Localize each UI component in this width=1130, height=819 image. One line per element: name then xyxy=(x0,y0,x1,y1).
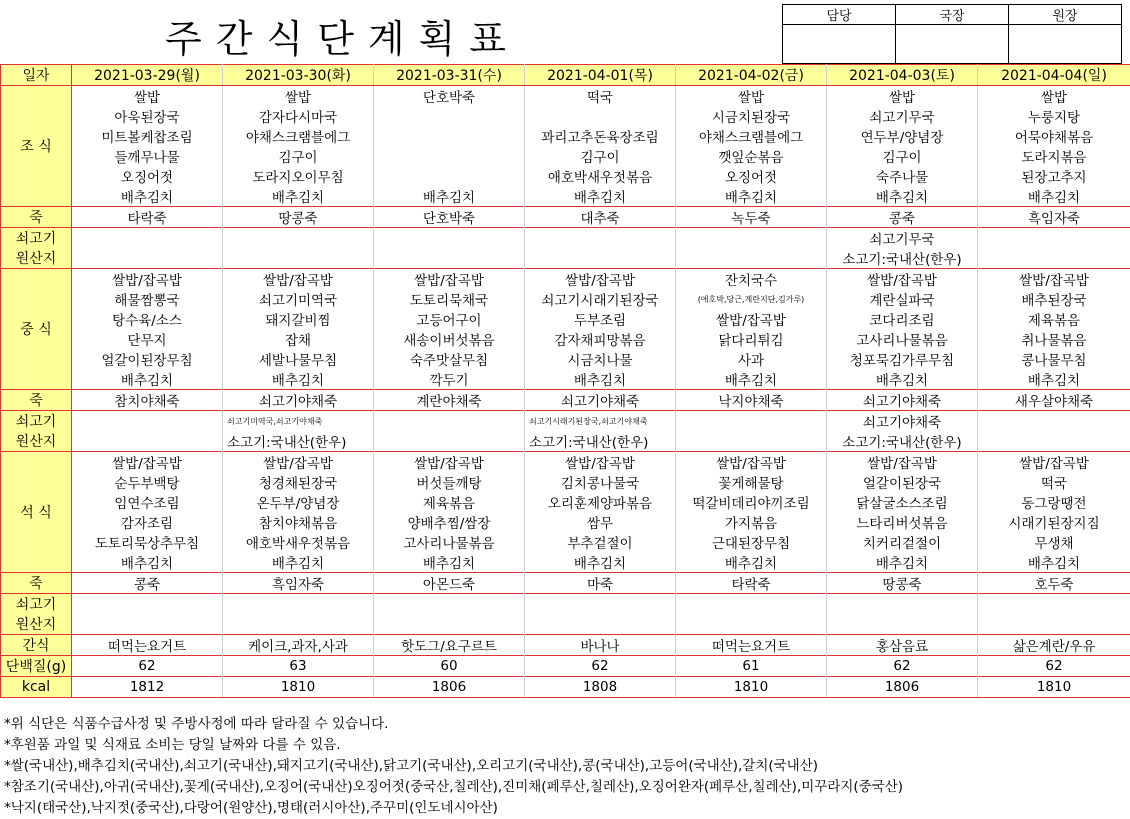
porridge-item: 단호박죽 xyxy=(374,207,525,228)
menu-item: 배추김치 xyxy=(827,552,978,573)
menu-item: 잔치국수 xyxy=(676,269,827,290)
origin-item xyxy=(374,411,525,432)
date-header: 2021-04-02(금) xyxy=(676,65,827,86)
menu-item: 배추김치 xyxy=(374,552,525,573)
menu-item: 느타리버섯볶음 xyxy=(827,512,978,532)
menu-item: 계란실파국 xyxy=(827,289,978,309)
menu-item: 꽈리고추돈육장조림 xyxy=(525,126,676,146)
menu-item: 배추김치 xyxy=(374,186,525,207)
menu-item: 청포묵김가루무침 xyxy=(827,349,978,369)
kcal-value: 1810 xyxy=(676,677,827,698)
table-row xyxy=(1,369,1130,390)
protein-value: 63 xyxy=(223,656,374,677)
origin-item xyxy=(223,228,374,249)
menu-item: 배추김치 xyxy=(676,369,827,390)
protein-label: 단백질(g) xyxy=(1,656,72,677)
menu-item: 도라지오이무침 xyxy=(223,166,374,186)
protein-value: 62 xyxy=(72,656,223,677)
table-row xyxy=(1,248,1130,269)
approval-label: 원장 xyxy=(1009,5,1122,25)
menu-item: 배추김치 xyxy=(676,552,827,573)
menu-item: 쌈무 xyxy=(525,512,676,532)
menu-item: 쌀밥/잡곡밥 xyxy=(676,309,827,329)
menu-item: 청경채된장국 xyxy=(223,472,374,492)
menu-item: 배추김치 xyxy=(223,552,374,573)
menu-item: 된장고추지 xyxy=(978,166,1130,186)
porridge-label: 죽 xyxy=(1,207,72,228)
menu-item xyxy=(525,106,676,126)
menu-item: 시금치된장국 xyxy=(676,106,827,126)
table-row xyxy=(1,635,1130,656)
menu-item: 쌀밥/잡곡밥 xyxy=(374,452,525,473)
menu-item: 김구이 xyxy=(525,146,676,166)
menu-item: 사과 xyxy=(676,349,827,369)
menu-item: 쌀밥/잡곡밥 xyxy=(978,269,1130,290)
menu-item: 고등어구이 xyxy=(374,309,525,329)
approval-sign-cell[interactable] xyxy=(1009,25,1122,64)
menu-item: 얼갈이된장국 xyxy=(827,472,978,492)
menu-item: 애호박새우젓볶음 xyxy=(223,532,374,552)
table-row xyxy=(1,677,1130,698)
menu-item: 배추김치 xyxy=(978,369,1130,390)
menu-item: 배추김치 xyxy=(978,186,1130,207)
menu-item: 제육볶음 xyxy=(374,492,525,512)
menu-item xyxy=(374,146,525,166)
origin-label: 원산지 xyxy=(1,248,72,269)
table-row xyxy=(1,614,1130,635)
table-row xyxy=(1,146,1130,166)
menu-item: 쌀밥/잡곡밥 xyxy=(72,452,223,473)
note-line: *참조기(국내산),아귀(국내산),꽃게(국내산),오징어(국내산)오징어젓(중국산,칠레산),진미채(페루산,칠레산),오징어완자(페루산,칠레산),미꾸라지(중국산) xyxy=(4,777,903,798)
approval-sign-cell[interactable] xyxy=(783,25,896,64)
origin-item xyxy=(72,614,223,635)
origin-item xyxy=(978,228,1130,249)
porridge-item: 참치야채죽 xyxy=(72,390,223,411)
menu-item: 잡채 xyxy=(223,329,374,349)
menu-item: 배추김치 xyxy=(676,186,827,207)
origin-item xyxy=(978,431,1130,452)
kcal-label: kcal xyxy=(1,677,72,698)
menu-item: 새송이버섯볶음 xyxy=(374,329,525,349)
table-row xyxy=(1,431,1130,452)
menu-item: 감자다시마국 xyxy=(223,106,374,126)
table-row xyxy=(1,329,1130,349)
menu-item: 배추김치 xyxy=(525,369,676,390)
origin-item xyxy=(223,614,374,635)
snack-item: 삶은계란/우유 xyxy=(978,635,1130,656)
menu-item: 미트볼케찹조림 xyxy=(72,126,223,146)
table-row xyxy=(1,573,1130,594)
origin-item xyxy=(72,228,223,249)
date-header: 2021-04-04(일) xyxy=(978,65,1130,86)
menu-item: 쌀밥 xyxy=(978,86,1130,107)
menu-item: 누룽지탕 xyxy=(978,106,1130,126)
menu-item: 숙주나물 xyxy=(827,166,978,186)
menu-item: 떡국 xyxy=(978,472,1130,492)
menu-item: 깍두기 xyxy=(374,369,525,390)
menu-item: 김구이 xyxy=(223,146,374,166)
menu-item: 배추김치 xyxy=(72,369,223,390)
menu-item: 근대된장무침 xyxy=(676,532,827,552)
porridge-item: 타락죽 xyxy=(676,573,827,594)
menu-item: 돼지갈비찜 xyxy=(223,309,374,329)
table-row xyxy=(1,106,1130,126)
table-row xyxy=(1,309,1130,329)
origin-item xyxy=(374,228,525,249)
approval-label: 국장 xyxy=(896,5,1009,25)
note-line: *후원품 과일 및 식재료 소비는 당일 날짜와 다를 수 있음. xyxy=(4,735,903,756)
table-row xyxy=(1,512,1130,532)
menu-item: 고사리나물볶음 xyxy=(374,532,525,552)
table-row xyxy=(1,86,1130,107)
menu-item: 쌀밥 xyxy=(72,86,223,107)
menu-item: 연두부/양념장 xyxy=(827,126,978,146)
origin-label: 쇠고기 xyxy=(1,228,72,249)
table-row xyxy=(1,390,1130,411)
table-row xyxy=(1,166,1130,186)
porridge-item: 마죽 xyxy=(525,573,676,594)
menu-item: 취나물볶음 xyxy=(978,329,1130,349)
protein-value: 60 xyxy=(374,656,525,677)
origin-item xyxy=(72,431,223,452)
origin-item xyxy=(978,411,1130,432)
menu-item: 단무지 xyxy=(72,329,223,349)
menu-item: 코다리조림 xyxy=(827,309,978,329)
date-header: 2021-04-03(토) xyxy=(827,65,978,86)
menu-item: 쌀밥 xyxy=(223,86,374,107)
origin-item xyxy=(374,594,525,615)
origin-label: 쇠고기 xyxy=(1,411,72,432)
date-header: 2021-04-01(목) xyxy=(525,65,676,86)
kcal-value: 1808 xyxy=(525,677,676,698)
origin-item: 소고기:국내산(한우) xyxy=(525,431,676,452)
origin-item xyxy=(827,614,978,635)
porridge-item: 흑임자죽 xyxy=(978,207,1130,228)
menu-item: 쌀밥/잡곡밥 xyxy=(676,452,827,473)
origin-item: 소고기:국내산(한우) xyxy=(827,248,978,269)
menu-item: 쌀밥/잡곡밥 xyxy=(978,452,1130,473)
origin-item xyxy=(676,594,827,615)
origin-item xyxy=(676,614,827,635)
table-row xyxy=(1,656,1130,677)
porridge-item: 땅콩죽 xyxy=(827,573,978,594)
menu-item: 닭다리튀김 xyxy=(676,329,827,349)
menu-item: 오징어젓 xyxy=(676,166,827,186)
origin-label: 원산지 xyxy=(1,431,72,452)
origin-item: 소고기:국내산(한우) xyxy=(223,431,374,452)
menu-item: 온두부/양념장 xyxy=(223,492,374,512)
menu-item: 콩나물무침 xyxy=(978,349,1130,369)
menu-item: 배추김치 xyxy=(72,552,223,573)
menu-item: 얼갈이된장무침 xyxy=(72,349,223,369)
kcal-value: 1806 xyxy=(374,677,525,698)
porridge-label: 죽 xyxy=(1,573,72,594)
date-header-label: 일자 xyxy=(1,65,72,86)
menu-item: 배추김치 xyxy=(72,186,223,207)
meal-label: 조 식 xyxy=(1,86,72,207)
origin-item xyxy=(374,614,525,635)
snack-item: 핫도그/요구르트 xyxy=(374,635,525,656)
origin-item xyxy=(72,411,223,432)
menu-item: 배추된장국 xyxy=(978,289,1130,309)
protein-value: 62 xyxy=(525,656,676,677)
origin-item xyxy=(223,248,374,269)
menu-item xyxy=(374,106,525,126)
menu-item: 쌀밥/잡곡밥 xyxy=(223,452,374,473)
menu-item: 김치콩나물국 xyxy=(525,472,676,492)
menu-item: 도라지볶음 xyxy=(978,146,1130,166)
menu-item: 배추김치 xyxy=(525,186,676,207)
origin-item xyxy=(525,248,676,269)
menu-item: 감자조림 xyxy=(72,512,223,532)
menu-item: 배추김치 xyxy=(978,552,1130,573)
origin-item xyxy=(978,614,1130,635)
origin-item xyxy=(676,228,827,249)
menu-item: 김구이 xyxy=(827,146,978,166)
table-row xyxy=(1,65,1130,86)
table-row xyxy=(1,552,1130,573)
snack-item: 케이크,과자,사과 xyxy=(223,635,374,656)
menu-item: 쌀밥/잡곡밥 xyxy=(827,452,978,473)
porridge-item: 아몬드죽 xyxy=(374,573,525,594)
menu-item: 해물짬뽕국 xyxy=(72,289,223,309)
menu-item: 쌀밥/잡곡밥 xyxy=(72,269,223,290)
porridge-label: 죽 xyxy=(1,390,72,411)
menu-item: 닭살굴소스조림 xyxy=(827,492,978,512)
porridge-item: 계란야채죽 xyxy=(374,390,525,411)
menu-item: 순두부백탕 xyxy=(72,472,223,492)
menu-item: 단호박죽 xyxy=(374,86,525,107)
menu-item: 야채스크램블에그 xyxy=(223,126,374,146)
note-line: *위 식단은 식품수급사정 및 주방사정에 따라 달라질 수 있습니다. xyxy=(4,714,903,735)
menu-item: 배추김치 xyxy=(525,552,676,573)
menu-item: 탕수육/소스 xyxy=(72,309,223,329)
menu-item: 배추김치 xyxy=(223,186,374,207)
menu-item: 오리훈제양파볶음 xyxy=(525,492,676,512)
menu-item: 떡갈비데리야끼조림 xyxy=(676,492,827,512)
menu-item: 버섯들깨탕 xyxy=(374,472,525,492)
menu-item: 쌀밥/잡곡밥 xyxy=(827,269,978,290)
menu-item: 도토리묵상추무침 xyxy=(72,532,223,552)
porridge-item: 대추죽 xyxy=(525,207,676,228)
origin-item: 쇠고기시래기된장국,쇠고기야채죽 xyxy=(525,411,676,432)
table-row xyxy=(1,452,1130,473)
approval-box xyxy=(782,4,1122,64)
menu-item: 오징어젓 xyxy=(72,166,223,186)
origin-label: 쇠고기 xyxy=(1,594,72,615)
notes xyxy=(4,714,903,819)
porridge-item: 타락죽 xyxy=(72,207,223,228)
meal-label: 중 식 xyxy=(1,269,72,390)
origin-item: 소고기:국내산(한우) xyxy=(827,431,978,452)
porridge-item: 낙지야채죽 xyxy=(676,390,827,411)
page-title: 주간식단계획표 xyxy=(165,8,520,63)
table-row xyxy=(1,186,1130,207)
menu-item: 동그랑땡전 xyxy=(978,492,1130,512)
menu-item: 쌀밥/잡곡밥 xyxy=(525,452,676,473)
menu-item: 쌀밥/잡곡밥 xyxy=(525,269,676,290)
date-header: 2021-03-31(수) xyxy=(374,65,525,86)
table-row xyxy=(1,207,1130,228)
menu-item xyxy=(374,126,525,146)
menu-item: 애호박새우젓볶음 xyxy=(525,166,676,186)
kcal-value: 1810 xyxy=(978,677,1130,698)
menu-item: 쇠고기무국 xyxy=(827,106,978,126)
origin-item xyxy=(525,228,676,249)
menu-item: 세발나물무침 xyxy=(223,349,374,369)
table-row xyxy=(1,269,1130,290)
snack-item: 떠먹는요거트 xyxy=(676,635,827,656)
kcal-value: 1810 xyxy=(223,677,374,698)
table-row xyxy=(1,594,1130,615)
porridge-item: 호두죽 xyxy=(978,573,1130,594)
date-header: 2021-03-30(화) xyxy=(223,65,374,86)
menu-item: 고사리나물볶음 xyxy=(827,329,978,349)
porridge-item: 콩죽 xyxy=(72,573,223,594)
origin-item xyxy=(827,594,978,615)
menu-item: 어묵야채볶음 xyxy=(978,126,1130,146)
origin-item xyxy=(676,248,827,269)
origin-item xyxy=(525,594,676,615)
snack-label: 간식 xyxy=(1,635,72,656)
protein-value: 62 xyxy=(978,656,1130,677)
menu-item: 쌀밥/잡곡밥 xyxy=(223,269,374,290)
origin-item: 쇠고기미역국,쇠고기야채죽 xyxy=(223,411,374,432)
origin-item xyxy=(676,411,827,432)
menu-item: 치커리겉절이 xyxy=(827,532,978,552)
protein-value: 62 xyxy=(827,656,978,677)
menu-item: 떡국 xyxy=(525,86,676,107)
porridge-item: 녹두죽 xyxy=(676,207,827,228)
table-row xyxy=(1,228,1130,249)
menu-item: 쌀밥 xyxy=(827,86,978,107)
menu-item: 양배추찜/쌈장 xyxy=(374,512,525,532)
menu-item: 쇠고기시래기된장국 xyxy=(525,289,676,309)
porridge-item: 쇠고기야채죽 xyxy=(525,390,676,411)
menu-item: 시금치나물 xyxy=(525,349,676,369)
protein-value: 61 xyxy=(676,656,827,677)
meal-label: 석 식 xyxy=(1,452,72,573)
menu-item: 감자채피망볶음 xyxy=(525,329,676,349)
menu-item: 임연수조림 xyxy=(72,492,223,512)
menu-item: 아욱된장국 xyxy=(72,106,223,126)
origin-item xyxy=(72,594,223,615)
table-row xyxy=(1,411,1130,432)
porridge-item: 쇠고기야채죽 xyxy=(223,390,374,411)
menu-item: 부추겉절이 xyxy=(525,532,676,552)
origin-item: 쇠고기무국 xyxy=(827,228,978,249)
table-row xyxy=(1,472,1130,492)
menu-item: 배추김치 xyxy=(827,186,978,207)
table-row xyxy=(1,126,1130,146)
menu-item: 꽃게해물탕 xyxy=(676,472,827,492)
porridge-item: 땅콩죽 xyxy=(223,207,374,228)
origin-item xyxy=(676,431,827,452)
kcal-value: 1806 xyxy=(827,677,978,698)
note-line: *낙지(태국산),낙지젓(중국산),다랑어(원양산),명태(러시아산),주꾸미(인도네시아산) xyxy=(4,798,903,819)
table-row xyxy=(1,349,1130,369)
origin-label: 원산지 xyxy=(1,614,72,635)
origin-item: 쇠고기야채죽 xyxy=(827,411,978,432)
menu-item: 쇠고기미역국 xyxy=(223,289,374,309)
origin-item xyxy=(72,248,223,269)
menu-item: 시래기된장지짐 xyxy=(978,512,1130,532)
weekly-menu-table xyxy=(0,64,1130,698)
menu-item: 참치야채볶음 xyxy=(223,512,374,532)
approval-label: 담당 xyxy=(783,5,896,25)
table-row xyxy=(1,492,1130,512)
origin-item xyxy=(374,431,525,452)
snack-item: 바나나 xyxy=(525,635,676,656)
menu-item: 쌀밥 xyxy=(676,86,827,107)
menu-item: 도토리묵채국 xyxy=(374,289,525,309)
menu-item: 깻잎순볶음 xyxy=(676,146,827,166)
origin-item xyxy=(374,248,525,269)
origin-item xyxy=(978,594,1130,615)
menu-item: 두부조림 xyxy=(525,309,676,329)
snack-item: 떠먹는요거트 xyxy=(72,635,223,656)
date-header: 2021-03-29(월) xyxy=(72,65,223,86)
origin-item xyxy=(223,594,374,615)
origin-item xyxy=(525,614,676,635)
porridge-item: 쇠고기야채죽 xyxy=(827,390,978,411)
menu-item: (애호박,당근,계란지단,김가루) xyxy=(676,289,827,309)
porridge-item: 흑임자죽 xyxy=(223,573,374,594)
approval-sign-cell[interactable] xyxy=(896,25,1009,64)
porridge-item: 새우살야채죽 xyxy=(978,390,1130,411)
menu-item: 제육볶음 xyxy=(978,309,1130,329)
origin-item xyxy=(978,248,1130,269)
menu-item: 배추김치 xyxy=(223,369,374,390)
menu-item: 쌀밥/잡곡밥 xyxy=(374,269,525,290)
kcal-value: 1812 xyxy=(72,677,223,698)
menu-item: 배추김치 xyxy=(827,369,978,390)
table-row xyxy=(1,532,1130,552)
menu-item: 숙주맛살무침 xyxy=(374,349,525,369)
note-line: *쌀(국내산),배추김치(국내산),쇠고기(국내산),돼지고기(국내산),닭고기(국내산),오리고기(국내산),콩(국내산),고등어(국내산),갈치(국내산) xyxy=(4,756,903,777)
table-row xyxy=(1,289,1130,309)
snack-item: 홍삼음료 xyxy=(827,635,978,656)
menu-item: 들깨무나물 xyxy=(72,146,223,166)
menu-item: 야채스크램블에그 xyxy=(676,126,827,146)
menu-item xyxy=(374,166,525,186)
menu-item: 가지볶음 xyxy=(676,512,827,532)
porridge-item: 콩죽 xyxy=(827,207,978,228)
menu-item: 무생채 xyxy=(978,532,1130,552)
